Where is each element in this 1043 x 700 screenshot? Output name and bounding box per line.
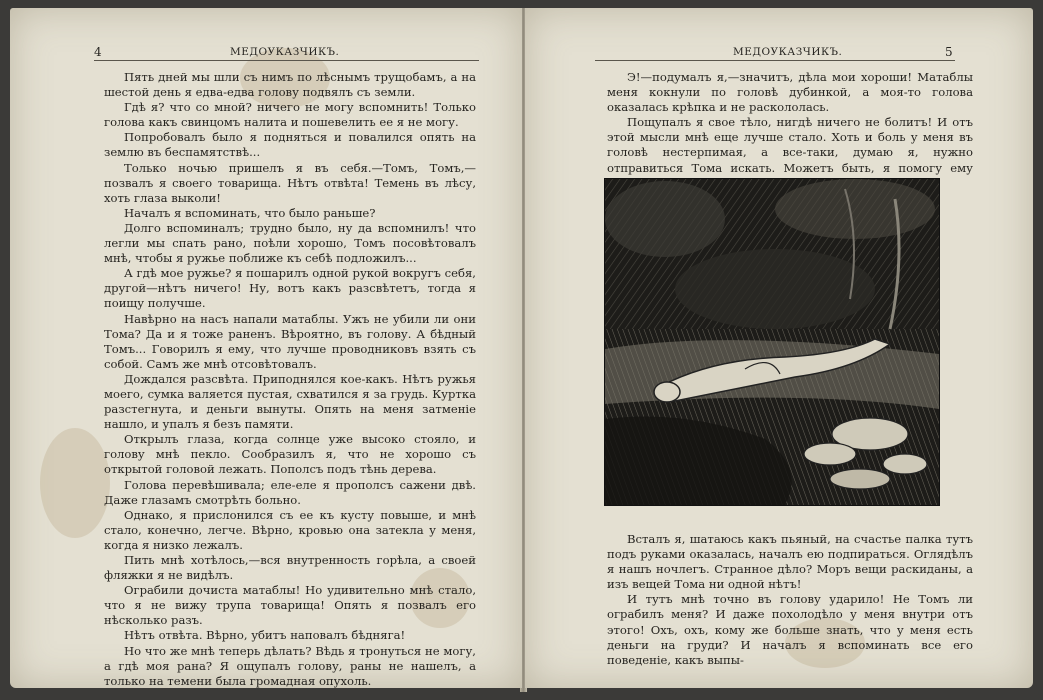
paragraph: Всталъ я, шатаюсь какъ пьяный, на счастье палка тутъ подъ руками оказалась, началъ ею подпираться. Оглядѣлъ я нашъ ночлегъ. Странное дѣло? Моръ вещи раскиданы, а изъ вещей Тома ни одной нѣтъ! bbox=[607, 532, 973, 592]
paragraph: А гдѣ мое ружье? я пошарилъ одной рукой вокругъ себя, другой—нѣтъ ничего! Ну, вотъ какъ разсвѣтетъ, тогда я поищу получше. bbox=[104, 266, 476, 311]
paragraph: Пять дней мы шли съ нимъ по лѣснымъ трущобамъ, а на шестой день я едва-едва голову подвялъ съ земли. bbox=[104, 70, 476, 100]
paragraph: Голова перевѣшивала; еле-еле я прополсъ сажени двѣ. Даже глазамъ смотрѣть больно. bbox=[104, 477, 476, 507]
header-rule bbox=[94, 60, 479, 61]
paragraph: Гдѣ я? что со мной? ничего не могу вспомнить! Только голова какъ свинцомъ налита и пошевелить ее я не могу. bbox=[104, 100, 476, 130]
right-page bbox=[525, 8, 1033, 688]
paragraph: И тутъ мнѣ точно въ голову ударило! Не Томъ ли ограбилъ меня? И даже похолодѣло у меня внутри отъ этого! Охъ, охъ, кому же больше знать, что у меня есть деньги на груди? И началъ я вспоминать все его поведеніе, какъ выпы- bbox=[607, 592, 973, 667]
paper-stain bbox=[40, 428, 110, 538]
paragraph: Навѣрно на насъ напали матаблы. Ужъ не убили ли они Тома? Да и я тоже раненъ. Вѣроятно, въ голову. А бѣдный Томъ... Говорилъ я ему, что лучше проводниковъ взять съ собой. Самъ же мнѣ отсовѣтовалъ. bbox=[104, 311, 476, 371]
running-title: МЕДОУКАЗЧИКЪ. bbox=[733, 46, 843, 58]
paragraph: Дождался разсвѣта. Приподнялся кое-какъ. Нѣтъ ружья моего, сумка валяется пустая, схватился я за грудь. Куртка разстегнута, и деньги вынуты. Опять на меня затменіе нашло, и упалъ я безъ памяти. bbox=[104, 371, 476, 432]
paragraph: Только ночью пришелъ я въ себя.—Томъ, Томъ,—позвалъ я своего товарища. Нѣтъ отвѣта! Темень въ лѣсу, хоть глаза выколи! bbox=[104, 160, 476, 205]
forest-illustration bbox=[604, 178, 940, 506]
left-page-text bbox=[104, 70, 476, 688]
paragraph: Открылъ глаза, когда солнце уже высоко стояло, и голову мнѣ пекло. Сообразилъ я, что не хорошо съ открытой головой лежать. Пополсъ подъ тѣнь дерева. bbox=[104, 432, 476, 477]
paragraph: Ограбили дочиста матаблы! Но удивительно мнѣ стало, что я не вижу трупа товарища! Опять я позвалъ его нѣсколько разъ. bbox=[104, 583, 476, 628]
paragraph: Однако, я прислонился съ ее къ кусту повыше, и мнѣ стало, конечно, легче. Вѣрно, кровью она затекла у меня, когда я низко лежалъ. bbox=[104, 507, 476, 552]
forest-lying-man-icon bbox=[605, 179, 939, 505]
paragraph: Долго вспоминалъ; трудно было, ну да вспомнилъ! что легли мы спать рано, поѣли хорошо, Томъ посовѣтовалъ мнѣ, чтобы я ружье поближе къ себѣ подложилъ... bbox=[104, 220, 476, 266]
paragraph: Нѣтъ отвѣта. Вѣрно, убитъ наповалъ бѣдняга! bbox=[124, 628, 406, 643]
right-page-text-bottom bbox=[607, 532, 973, 668]
header-rule bbox=[595, 60, 955, 61]
right-page-text-top bbox=[607, 70, 973, 191]
paragraph: Но что же мнѣ теперь дѣлать? Вѣдь я тронуться не могу, а гдѣ моя рана? Я ощупалъ голову, раны не нашелъ, а только на темени была громадная опухоль. bbox=[104, 643, 476, 688]
paragraph: Пощупалъ я свое тѣло, нигдѣ ничего не болитъ! И отъ этой мысли мнѣ еще лучше стало. Хоть и боль у меня въ головѣ нестерпимая, а все-таки, думаю я, нужно отправиться Тома искать. Можетъ быть, я помогу ему bbox=[607, 115, 973, 175]
page-number: 5 bbox=[945, 45, 953, 59]
left-page bbox=[10, 8, 522, 688]
running-title: МЕДОУКАЗЧИКЪ. bbox=[230, 46, 340, 58]
paragraph: Началъ я вспоминать, что было раньше? bbox=[124, 205, 376, 220]
paragraph: Попробовалъ было я подняться и повалился опять на землю въ беспамятствѣ... bbox=[104, 130, 476, 160]
paragraph: Пить мнѣ хотѣлось,—вся внутренность горѣла, а своей фляжки я не видѣлъ. bbox=[104, 553, 476, 583]
paragraph: Э!—подумалъ я,—значитъ, дѣла мои хороши! Матаблы меня кокнули по головѣ дубинкой, а моя-то голова оказалась крѣпка и не раскололась. bbox=[607, 70, 973, 115]
page-number: 4 bbox=[94, 45, 102, 59]
